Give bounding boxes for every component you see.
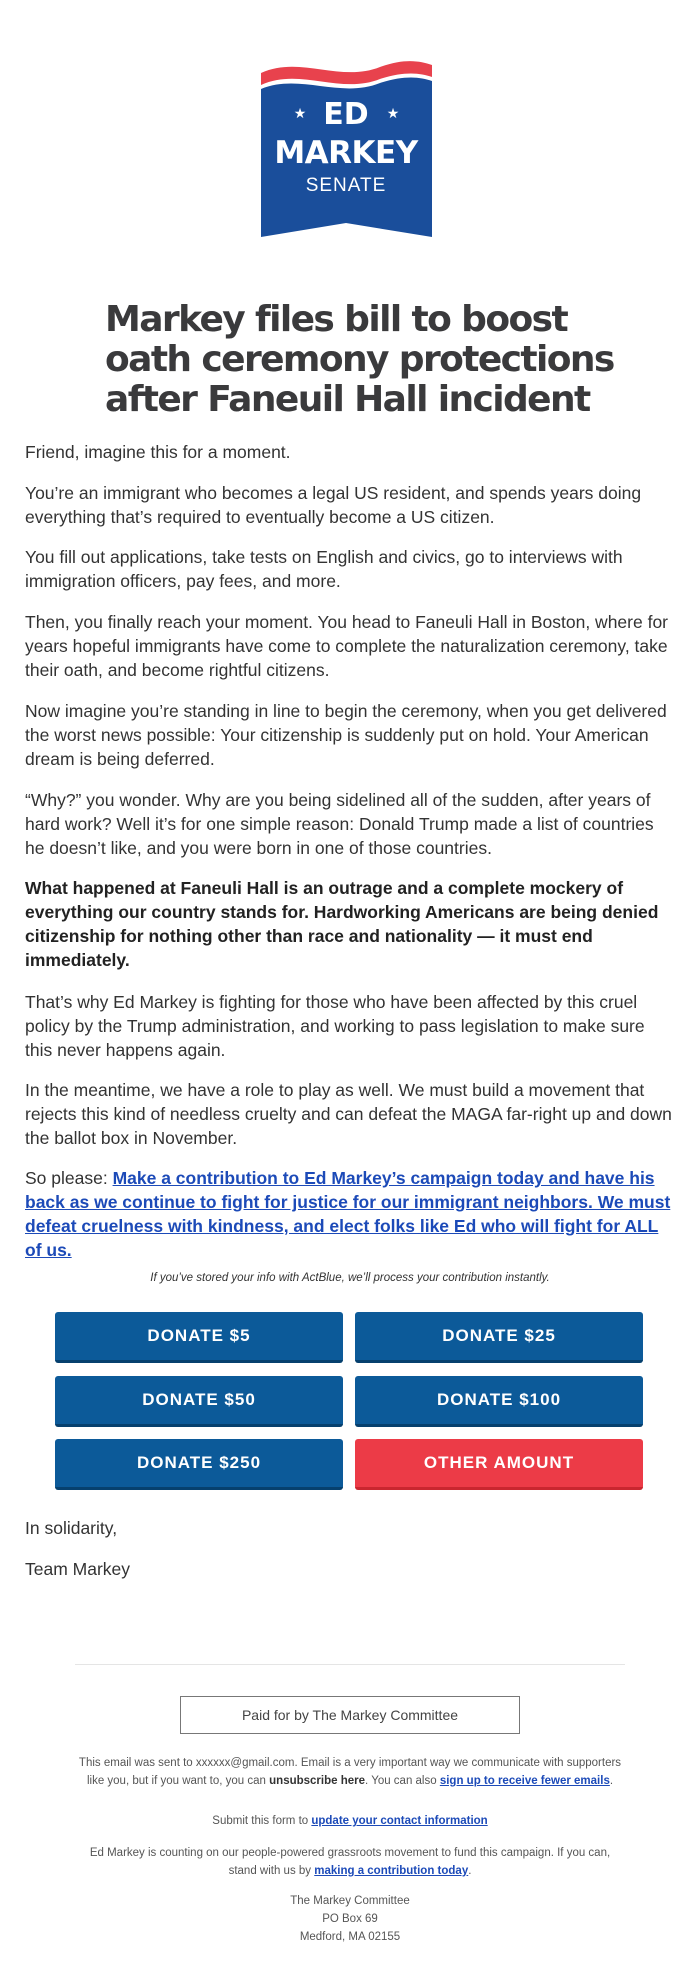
signoff-closing: In solidarity, [25, 1518, 118, 1538]
paragraph: You’re an immigrant who becomes a legal US resident, and spends years doing everything that’s required to eventually become a US citizen. [25, 483, 642, 527]
bold-paragraph: What happened at Faneuli Hall is an outrage and a complete mockery of everything our country stands for. Hardworking Americans are being denied citizenship for nothing other than race and nationality — it must end immediately. [25, 878, 659, 970]
svg-text:★: ★ [386, 106, 400, 122]
update-contact-notice: Submit this form to update your contact information [212, 1815, 488, 1827]
donate-50-button[interactable]: DONATE $50 [55, 1376, 343, 1427]
email-notice: This email was sent to xxxxxx@gmail.com. Email is a very important way we communicate with supporters like you, but if you want to, you can unsubscribe here. You can also sign up to receive fewer emails. [78, 1757, 622, 1787]
grassroots-notice: Ed Markey is counting on our people-powered grassroots movement to fund this campaign. If you can, stand with us by making a contribution today. [89, 1847, 611, 1877]
divider [75, 1664, 625, 1665]
cta-prefix: So please: [25, 1168, 113, 1188]
address-line: The Markey Committee [290, 1895, 410, 1907]
logo-line1: ED [323, 97, 369, 132]
donate-100-button[interactable]: DONATE $100 [355, 1376, 643, 1427]
unsubscribe-text: unsubscribe here [269, 1775, 366, 1787]
contribution-today-link[interactable]: making a contribution today [314, 1865, 469, 1877]
logo-line2: MARKEY [274, 135, 418, 171]
ed-markey-logo [260, 55, 433, 241]
mailing-address [75, 1892, 625, 1946]
update-contact-link[interactable]: update your contact information [311, 1815, 488, 1827]
paragraph: Now imagine you’re standing in line to begin the ceremony, when you get delivered the worst news possible: Your citizenship is suddenly put on hold. Your American dream is being deferred. [25, 701, 667, 769]
fewer-emails-link[interactable]: sign up to receive fewer emails [439, 1775, 610, 1787]
paid-for-disclaimer: Paid for by The Markey Committee [180, 1696, 520, 1734]
paragraph: Then, you finally reach your moment. You head to Faneuli Hall in Boston, where for years hopeful immigrants have come to complete the naturalization ceremony, take their oath, and become rightful citizens. [25, 612, 669, 680]
donate-25-button[interactable]: DONATE $25 [355, 1312, 643, 1363]
signoff-name: Team Markey [25, 1559, 131, 1579]
donate-250-button[interactable]: DONATE $250 [55, 1439, 343, 1490]
paragraph: That’s why Ed Markey is fighting for those who have been affected by this cruel policy by the Trump administration, and working to pass legislation to make sure this never happens again. [25, 992, 645, 1060]
address-line: Medford, MA 02155 [299, 1931, 401, 1943]
svg-text:★: ★ [293, 106, 307, 122]
headline: Markey files bill to boost oath ceremony protections after Faneuil Hall incident [105, 299, 614, 420]
contribution-link[interactable]: Make a contribution to Ed Markey’s campaign today and have his back as we continue to fight for justice for our immigrant neighbors. We must defeat cruelness with kindness, and elect folks like Ed who will fight for ALL of us. [25, 1168, 671, 1260]
cta-paragraph [25, 1166, 675, 1262]
address-line: PO Box 69 [322, 1913, 378, 1925]
other-amount-button[interactable]: OTHER AMOUNT [355, 1439, 643, 1490]
paragraph: You fill out applications, take tests on English and civics, go to interviews with immigration officers, pay fees, and more. [25, 547, 623, 591]
header [0, 0, 700, 280]
donate-5-button[interactable]: DONATE $5 [55, 1312, 343, 1363]
paragraph: Friend, imagine this for a moment. [25, 442, 291, 462]
recipient-email: xxxxxx@gmail.com [195, 1757, 295, 1769]
paragraph: “Why?” you wonder. Why are you being sidelined all of the sudden, after years of hard work? Well it’s for one simple reason: Donald Trump made a list of countries he doesn’t like, and you were born in one of those countries. [25, 790, 654, 858]
paragraph: In the meantime, we have a role to play as well. We must build a movement that rejects this kind of needless cruelty and can defeat the MAGA far-right up and down the ballot box in November. [25, 1080, 672, 1148]
actblue-note: If you’ve stored your info with ActBlue, we’ll process your contribution instantly. [150, 1272, 550, 1284]
logo-line3: SENATE [305, 175, 387, 196]
